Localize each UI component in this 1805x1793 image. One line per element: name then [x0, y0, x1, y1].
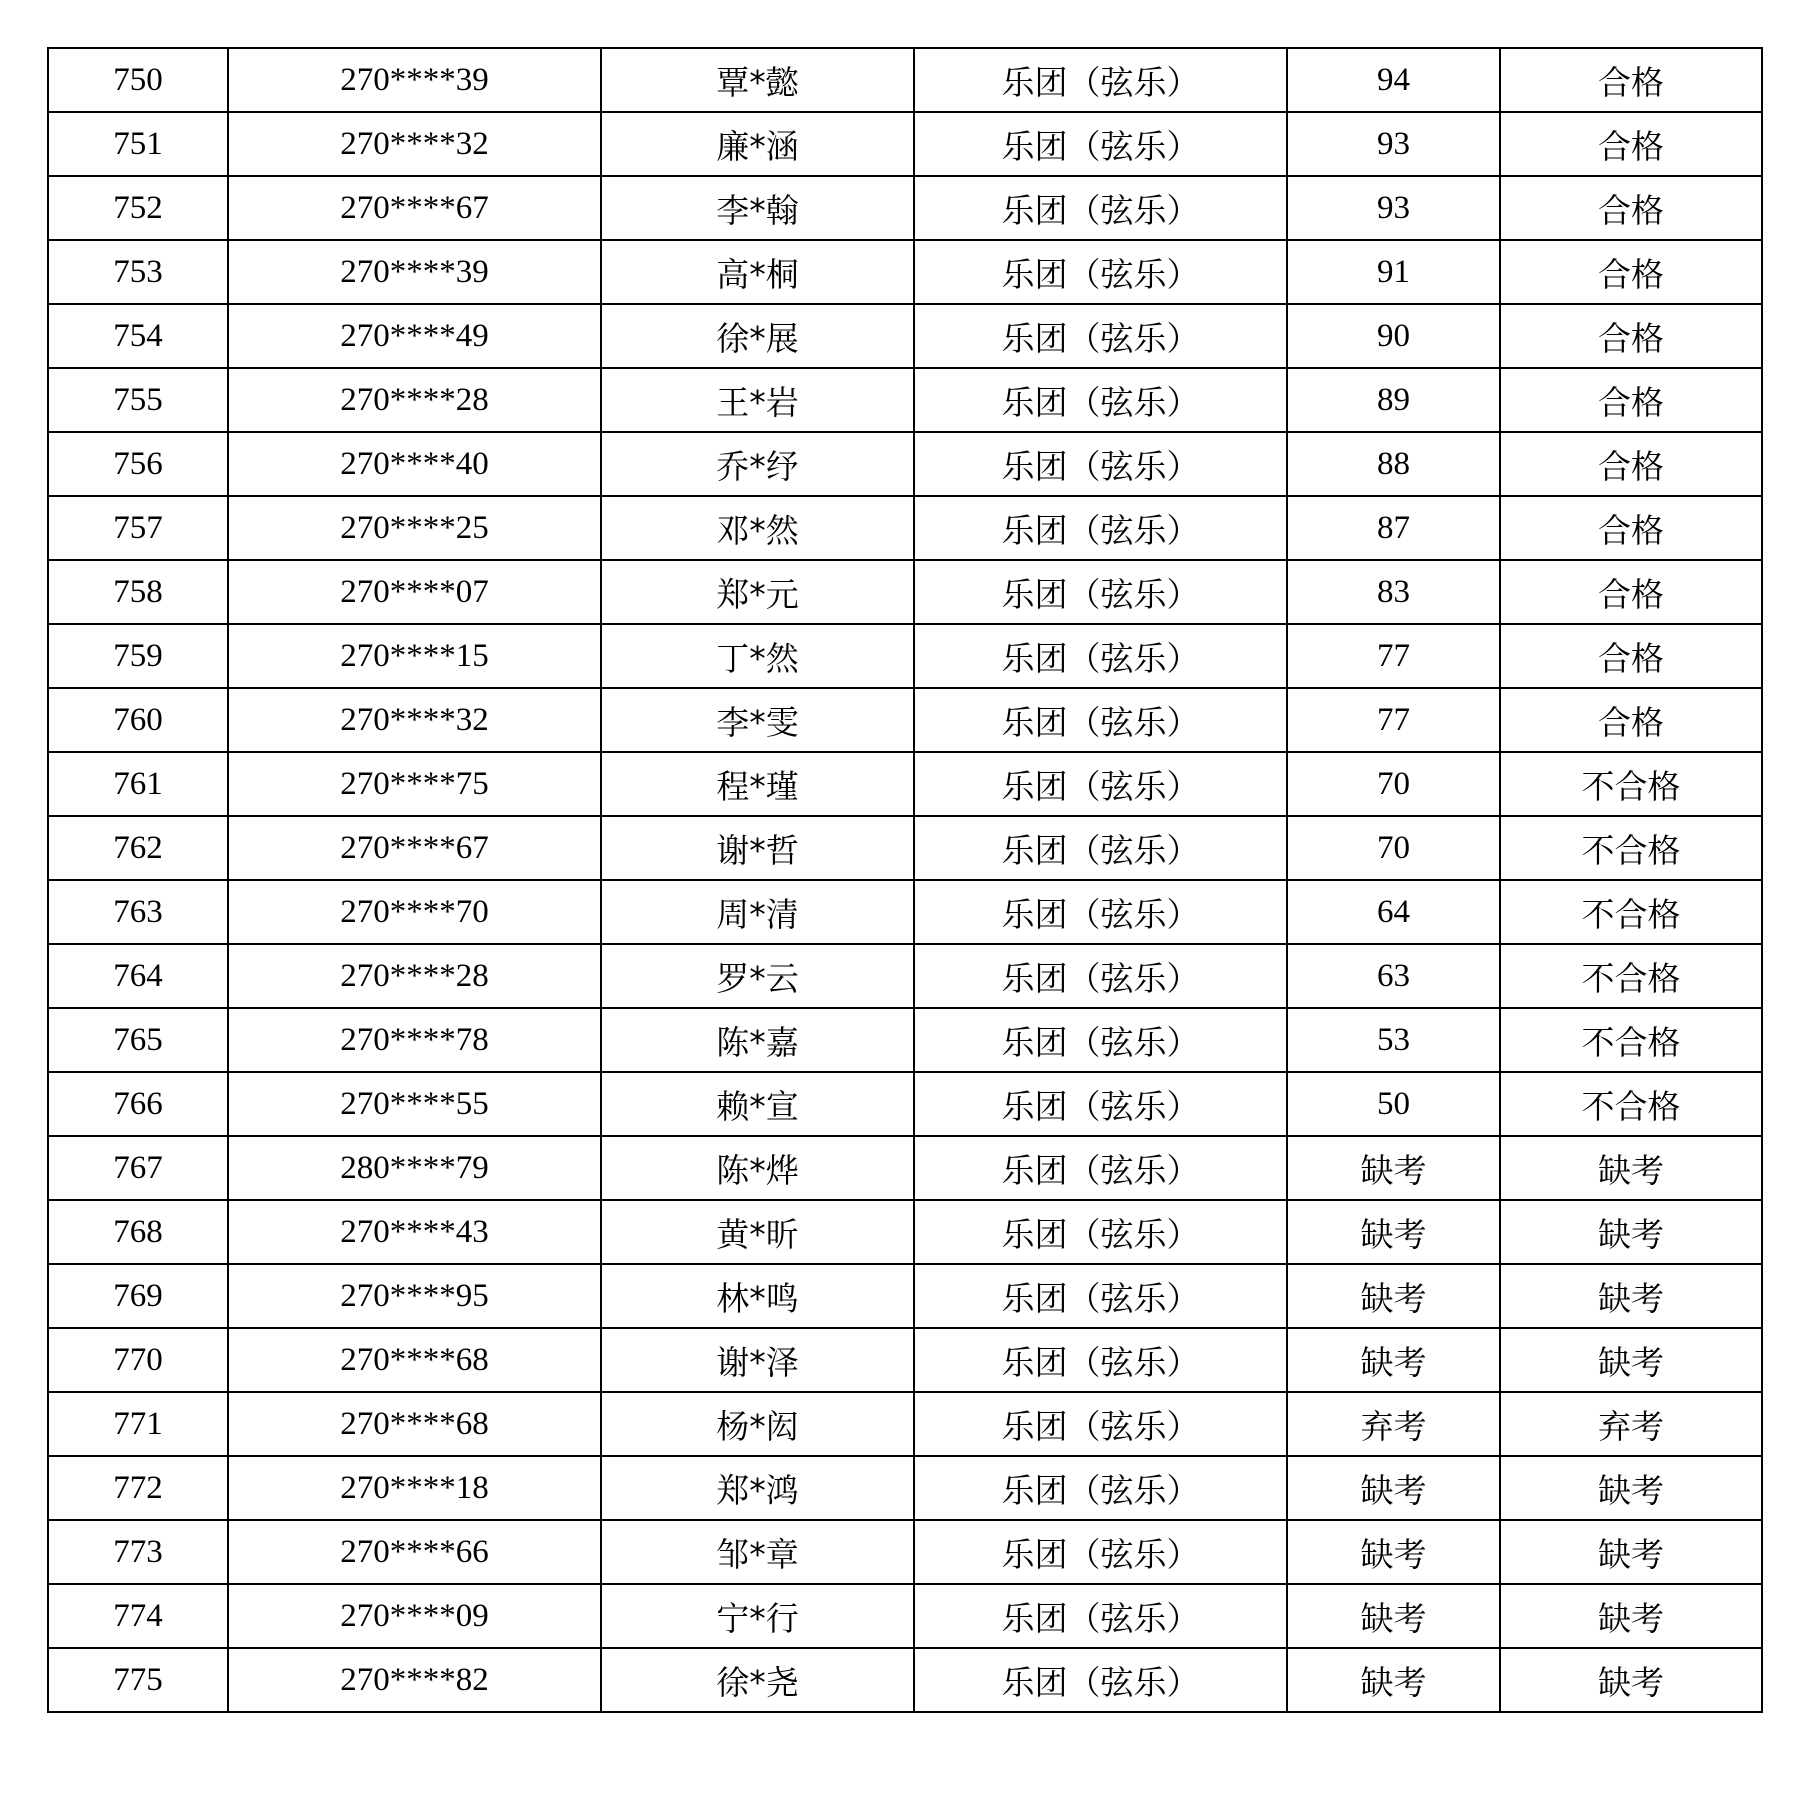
score-cell: 缺考: [1287, 1648, 1500, 1712]
candidate-name-cell: 徐*展: [601, 304, 914, 368]
exam-group-cell: 乐团（弦乐）: [914, 1520, 1287, 1584]
sequence-number-cell: 754: [48, 304, 228, 368]
table-row: [48, 944, 1762, 1008]
candidate-id-cell: 280****79: [228, 1136, 601, 1200]
candidate-id-cell: 270****67: [228, 176, 601, 240]
score-cell: 缺考: [1287, 1264, 1500, 1328]
result-cell: 合格: [1500, 48, 1762, 112]
sequence-number-cell: 772: [48, 1456, 228, 1520]
score-cell: 弃考: [1287, 1392, 1500, 1456]
candidate-name-cell: 高*桐: [601, 240, 914, 304]
sequence-number-cell: 764: [48, 944, 228, 1008]
score-cell: 90: [1287, 304, 1500, 368]
candidate-id-cell: 270****67: [228, 816, 601, 880]
sequence-number-cell: 760: [48, 688, 228, 752]
exam-group-cell: 乐团（弦乐）: [914, 1392, 1287, 1456]
exam-group-cell: 乐团（弦乐）: [914, 1008, 1287, 1072]
score-cell: 94: [1287, 48, 1500, 112]
result-cell: 不合格: [1500, 816, 1762, 880]
score-cell: 63: [1287, 944, 1500, 1008]
candidate-id-cell: 270****70: [228, 880, 601, 944]
candidate-name-cell: 丁*然: [601, 624, 914, 688]
results-table-sheet: [47, 47, 1761, 1713]
table-row: [48, 1008, 1762, 1072]
exam-group-cell: 乐团（弦乐）: [914, 752, 1287, 816]
exam-group-cell: 乐团（弦乐）: [914, 880, 1287, 944]
table-row: [48, 1328, 1762, 1392]
sequence-number-cell: 762: [48, 816, 228, 880]
result-cell: 不合格: [1500, 880, 1762, 944]
table-row: [48, 48, 1762, 112]
score-cell: 93: [1287, 176, 1500, 240]
exam-group-cell: 乐团（弦乐）: [914, 1072, 1287, 1136]
candidate-name-cell: 林*鸣: [601, 1264, 914, 1328]
exam-group-cell: 乐团（弦乐）: [914, 304, 1287, 368]
results-table: [47, 47, 1763, 1713]
candidate-id-cell: 270****28: [228, 368, 601, 432]
candidate-id-cell: 270****39: [228, 240, 601, 304]
result-cell: 合格: [1500, 240, 1762, 304]
result-cell: 缺考: [1500, 1584, 1762, 1648]
table-row: [48, 1584, 1762, 1648]
score-cell: 53: [1287, 1008, 1500, 1072]
table-row: [48, 560, 1762, 624]
result-cell: 不合格: [1500, 752, 1762, 816]
candidate-name-cell: 李*雯: [601, 688, 914, 752]
result-cell: 缺考: [1500, 1136, 1762, 1200]
sequence-number-cell: 753: [48, 240, 228, 304]
sequence-number-cell: 756: [48, 432, 228, 496]
candidate-id-cell: 270****39: [228, 48, 601, 112]
result-cell: 合格: [1500, 688, 1762, 752]
table-row: [48, 1136, 1762, 1200]
score-cell: 88: [1287, 432, 1500, 496]
sequence-number-cell: 767: [48, 1136, 228, 1200]
result-cell: 缺考: [1500, 1648, 1762, 1712]
score-cell: 77: [1287, 688, 1500, 752]
score-cell: 缺考: [1287, 1584, 1500, 1648]
result-cell: 合格: [1500, 496, 1762, 560]
score-cell: 87: [1287, 496, 1500, 560]
result-cell: 合格: [1500, 624, 1762, 688]
table-row: [48, 1264, 1762, 1328]
candidate-name-cell: 杨*闳: [601, 1392, 914, 1456]
exam-group-cell: 乐团（弦乐）: [914, 1136, 1287, 1200]
score-cell: 缺考: [1287, 1328, 1500, 1392]
sequence-number-cell: 759: [48, 624, 228, 688]
result-cell: 缺考: [1500, 1200, 1762, 1264]
score-cell: 缺考: [1287, 1520, 1500, 1584]
table-row: [48, 624, 1762, 688]
sequence-number-cell: 752: [48, 176, 228, 240]
candidate-id-cell: 270****82: [228, 1648, 601, 1712]
result-cell: 合格: [1500, 304, 1762, 368]
score-cell: 77: [1287, 624, 1500, 688]
table-row: [48, 880, 1762, 944]
result-cell: 不合格: [1500, 1072, 1762, 1136]
result-cell: 合格: [1500, 368, 1762, 432]
sequence-number-cell: 773: [48, 1520, 228, 1584]
candidate-name-cell: 罗*云: [601, 944, 914, 1008]
score-cell: 50: [1287, 1072, 1500, 1136]
result-cell: 弃考: [1500, 1392, 1762, 1456]
exam-group-cell: 乐团（弦乐）: [914, 496, 1287, 560]
table-row: [48, 240, 1762, 304]
sequence-number-cell: 770: [48, 1328, 228, 1392]
candidate-id-cell: 270****43: [228, 1200, 601, 1264]
candidate-id-cell: 270****07: [228, 560, 601, 624]
score-cell: 93: [1287, 112, 1500, 176]
table-row: [48, 112, 1762, 176]
candidate-name-cell: 宁*行: [601, 1584, 914, 1648]
sequence-number-cell: 766: [48, 1072, 228, 1136]
exam-group-cell: 乐团（弦乐）: [914, 1456, 1287, 1520]
exam-group-cell: 乐团（弦乐）: [914, 240, 1287, 304]
exam-group-cell: 乐团（弦乐）: [914, 368, 1287, 432]
exam-group-cell: 乐团（弦乐）: [914, 176, 1287, 240]
result-cell: 不合格: [1500, 1008, 1762, 1072]
candidate-id-cell: 270****25: [228, 496, 601, 560]
sequence-number-cell: 771: [48, 1392, 228, 1456]
exam-group-cell: 乐团（弦乐）: [914, 1328, 1287, 1392]
candidate-id-cell: 270****09: [228, 1584, 601, 1648]
table-row: [48, 1392, 1762, 1456]
result-cell: 缺考: [1500, 1520, 1762, 1584]
candidate-id-cell: 270****49: [228, 304, 601, 368]
sequence-number-cell: 768: [48, 1200, 228, 1264]
candidate-id-cell: 270****18: [228, 1456, 601, 1520]
exam-group-cell: 乐团（弦乐）: [914, 432, 1287, 496]
sequence-number-cell: 765: [48, 1008, 228, 1072]
candidate-id-cell: 270****32: [228, 688, 601, 752]
candidate-id-cell: 270****66: [228, 1520, 601, 1584]
sequence-number-cell: 775: [48, 1648, 228, 1712]
result-cell: 合格: [1500, 112, 1762, 176]
candidate-name-cell: 黄*昕: [601, 1200, 914, 1264]
result-cell: 缺考: [1500, 1456, 1762, 1520]
sequence-number-cell: 751: [48, 112, 228, 176]
candidate-id-cell: 270****78: [228, 1008, 601, 1072]
exam-group-cell: 乐团（弦乐）: [914, 1648, 1287, 1712]
sequence-number-cell: 774: [48, 1584, 228, 1648]
sequence-number-cell: 757: [48, 496, 228, 560]
table-row: [48, 1648, 1762, 1712]
candidate-name-cell: 廉*涵: [601, 112, 914, 176]
exam-group-cell: 乐团（弦乐）: [914, 688, 1287, 752]
table-row: [48, 176, 1762, 240]
candidate-name-cell: 王*岩: [601, 368, 914, 432]
sequence-number-cell: 755: [48, 368, 228, 432]
table-row: [48, 304, 1762, 368]
score-cell: 89: [1287, 368, 1500, 432]
score-cell: 70: [1287, 816, 1500, 880]
candidate-name-cell: 徐*尧: [601, 1648, 914, 1712]
result-cell: 合格: [1500, 176, 1762, 240]
candidate-name-cell: 程*瑾: [601, 752, 914, 816]
table-row: [48, 688, 1762, 752]
score-cell: 70: [1287, 752, 1500, 816]
candidate-name-cell: 周*清: [601, 880, 914, 944]
exam-group-cell: 乐团（弦乐）: [914, 1200, 1287, 1264]
table-row: [48, 1456, 1762, 1520]
candidate-name-cell: 谢*泽: [601, 1328, 914, 1392]
exam-group-cell: 乐团（弦乐）: [914, 624, 1287, 688]
sequence-number-cell: 758: [48, 560, 228, 624]
sequence-number-cell: 769: [48, 1264, 228, 1328]
candidate-id-cell: 270****40: [228, 432, 601, 496]
score-cell: 83: [1287, 560, 1500, 624]
candidate-name-cell: 郑*元: [601, 560, 914, 624]
candidate-name-cell: 陈*嘉: [601, 1008, 914, 1072]
table-row: [48, 432, 1762, 496]
candidate-id-cell: 270****55: [228, 1072, 601, 1136]
candidate-name-cell: 陈*烨: [601, 1136, 914, 1200]
exam-group-cell: 乐团（弦乐）: [914, 1264, 1287, 1328]
result-cell: 合格: [1500, 432, 1762, 496]
result-cell: 缺考: [1500, 1264, 1762, 1328]
exam-group-cell: 乐团（弦乐）: [914, 816, 1287, 880]
result-cell: 缺考: [1500, 1328, 1762, 1392]
candidate-name-cell: 邹*章: [601, 1520, 914, 1584]
table-row: [48, 1072, 1762, 1136]
sequence-number-cell: 761: [48, 752, 228, 816]
candidate-id-cell: 270****28: [228, 944, 601, 1008]
score-cell: 64: [1287, 880, 1500, 944]
score-cell: 91: [1287, 240, 1500, 304]
exam-group-cell: 乐团（弦乐）: [914, 112, 1287, 176]
candidate-name-cell: 谢*哲: [601, 816, 914, 880]
candidate-name-cell: 邓*然: [601, 496, 914, 560]
results-table-body: [48, 48, 1762, 1712]
table-row: [48, 752, 1762, 816]
exam-group-cell: 乐团（弦乐）: [914, 560, 1287, 624]
table-row: [48, 496, 1762, 560]
exam-group-cell: 乐团（弦乐）: [914, 48, 1287, 112]
score-cell: 缺考: [1287, 1136, 1500, 1200]
result-cell: 不合格: [1500, 944, 1762, 1008]
result-cell: 合格: [1500, 560, 1762, 624]
candidate-id-cell: 270****32: [228, 112, 601, 176]
candidate-id-cell: 270****68: [228, 1392, 601, 1456]
candidate-id-cell: 270****95: [228, 1264, 601, 1328]
candidate-id-cell: 270****75: [228, 752, 601, 816]
candidate-id-cell: 270****68: [228, 1328, 601, 1392]
table-row: [48, 1520, 1762, 1584]
candidate-name-cell: 赖*宣: [601, 1072, 914, 1136]
candidate-name-cell: 覃*懿: [601, 48, 914, 112]
sequence-number-cell: 763: [48, 880, 228, 944]
table-row: [48, 368, 1762, 432]
candidate-id-cell: 270****15: [228, 624, 601, 688]
exam-group-cell: 乐团（弦乐）: [914, 944, 1287, 1008]
candidate-name-cell: 李*翰: [601, 176, 914, 240]
sequence-number-cell: 750: [48, 48, 228, 112]
table-row: [48, 816, 1762, 880]
candidate-name-cell: 乔*纾: [601, 432, 914, 496]
table-row: [48, 1200, 1762, 1264]
score-cell: 缺考: [1287, 1200, 1500, 1264]
score-cell: 缺考: [1287, 1456, 1500, 1520]
exam-group-cell: 乐团（弦乐）: [914, 1584, 1287, 1648]
candidate-name-cell: 郑*鸿: [601, 1456, 914, 1520]
